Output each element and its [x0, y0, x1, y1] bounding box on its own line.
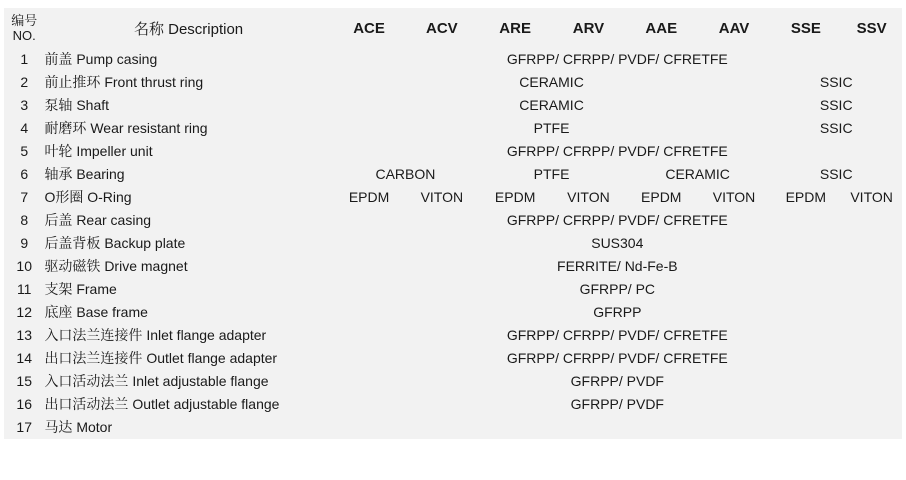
table-row — [4, 278, 902, 301]
row-number: 17 — [4, 416, 44, 439]
material-cell: GFRPP/ PVDF — [333, 393, 902, 416]
row-number: 4 — [4, 117, 44, 140]
table-row — [4, 71, 902, 94]
materials-table — [4, 8, 902, 439]
header-no — [4, 8, 44, 48]
row-number: 12 — [4, 301, 44, 324]
material-cell: GFRPP/ CFRPP/ PVDF/ CFRETFE — [333, 324, 902, 347]
table-row — [4, 347, 902, 370]
part-description: 入口活动法兰 Inlet adjustable flange — [44, 370, 332, 393]
table-row — [4, 117, 902, 140]
material-cell: VITON — [841, 186, 902, 209]
material-cell: EPDM — [625, 186, 698, 209]
table-row — [4, 301, 902, 324]
table-row — [4, 163, 902, 186]
material-cell: CERAMIC — [625, 163, 771, 186]
material-cell: PTFE — [478, 163, 625, 186]
table-row — [4, 48, 902, 71]
row-number: 7 — [4, 186, 44, 209]
header-model-ace: ACE — [333, 8, 406, 48]
part-description: 出口法兰连接件 Outlet flange adapter — [44, 347, 332, 370]
material-cell: EPDM — [770, 186, 841, 209]
table-row — [4, 232, 902, 255]
material-cell: VITON — [698, 186, 771, 209]
row-number: 2 — [4, 71, 44, 94]
table-row — [4, 393, 902, 416]
table-row — [4, 140, 902, 163]
material-cell: PTFE — [333, 117, 771, 140]
row-number: 9 — [4, 232, 44, 255]
material-cell: SUS304 — [333, 232, 902, 255]
material-cell: EPDM — [333, 186, 406, 209]
part-description: O形圈 O-Ring — [44, 186, 332, 209]
table-row — [4, 416, 902, 439]
row-number: 11 — [4, 278, 44, 301]
part-description: 马达 Motor — [44, 416, 332, 439]
header-model-ssv: SSV — [841, 8, 902, 48]
part-description: 后盖背板 Backup plate — [44, 232, 332, 255]
material-cell: CERAMIC — [333, 94, 771, 117]
material-cell — [333, 416, 902, 439]
header-model-acv: ACV — [405, 8, 478, 48]
header-no-en: NO. — [12, 28, 36, 43]
table-row — [4, 186, 902, 209]
row-number: 1 — [4, 48, 44, 71]
material-cell: VITON — [405, 186, 478, 209]
part-description: 前止推环 Front thrust ring — [44, 71, 332, 94]
material-cell: SSIC — [770, 94, 902, 117]
material-cell: SSIC — [770, 163, 902, 186]
part-description: 驱动磁铁 Drive magnet — [44, 255, 332, 278]
header-model-arv: ARV — [552, 8, 625, 48]
material-cell: GFRPP/ CFRPP/ PVDF/ CFRETFE — [333, 347, 902, 370]
table-row — [4, 209, 902, 232]
part-description: 支架 Frame — [44, 278, 332, 301]
part-description: 出口活动法兰 Outlet adjustable flange — [44, 393, 332, 416]
part-description: 前盖 Pump casing — [44, 48, 332, 71]
header-model-are: ARE — [478, 8, 552, 48]
part-description: 入口法兰连接件 Inlet flange adapter — [44, 324, 332, 347]
row-number: 10 — [4, 255, 44, 278]
material-cell: GFRPP/ CFRPP/ PVDF/ CFRETFE — [333, 48, 902, 71]
part-description: 后盖 Rear casing — [44, 209, 332, 232]
part-description: 底座 Base frame — [44, 301, 332, 324]
table-row — [4, 94, 902, 117]
material-cell: CARBON — [333, 163, 479, 186]
row-number: 3 — [4, 94, 44, 117]
material-cell: VITON — [552, 186, 625, 209]
part-description: 轴承 Bearing — [44, 163, 332, 186]
table-row — [4, 370, 902, 393]
material-cell: EPDM — [478, 186, 552, 209]
material-cell: GFRPP — [333, 301, 902, 324]
row-number: 13 — [4, 324, 44, 347]
part-description: 叶轮 Impeller unit — [44, 140, 332, 163]
material-cell: GFRPP/ CFRPP/ PVDF/ CFRETFE — [333, 209, 902, 232]
material-cell: GFRPP/ PC — [333, 278, 902, 301]
header-model-sse: SSE — [770, 8, 841, 48]
row-number: 8 — [4, 209, 44, 232]
material-cell: GFRPP/ CFRPP/ PVDF/ CFRETFE — [333, 140, 902, 163]
row-number: 16 — [4, 393, 44, 416]
row-number: 15 — [4, 370, 44, 393]
row-number: 14 — [4, 347, 44, 370]
material-cell: SSIC — [770, 71, 902, 94]
header-description: 名称 Description — [44, 8, 332, 48]
row-number: 5 — [4, 140, 44, 163]
part-description: 泵轴 Shaft — [44, 94, 332, 117]
material-cell: CERAMIC — [333, 71, 771, 94]
material-cell: GFRPP/ PVDF — [333, 370, 902, 393]
material-cell: SSIC — [770, 117, 902, 140]
header-row — [4, 8, 902, 48]
header-model-aae: AAE — [625, 8, 698, 48]
header-model-aav: AAV — [698, 8, 771, 48]
part-description: 耐磨环 Wear resistant ring — [44, 117, 332, 140]
table-row — [4, 324, 902, 347]
table-row — [4, 255, 902, 278]
table-body — [4, 48, 902, 439]
row-number: 6 — [4, 163, 44, 186]
material-cell: FERRITE/ Nd-Fe-B — [333, 255, 902, 278]
header-no-cn: 编号 — [11, 13, 38, 28]
